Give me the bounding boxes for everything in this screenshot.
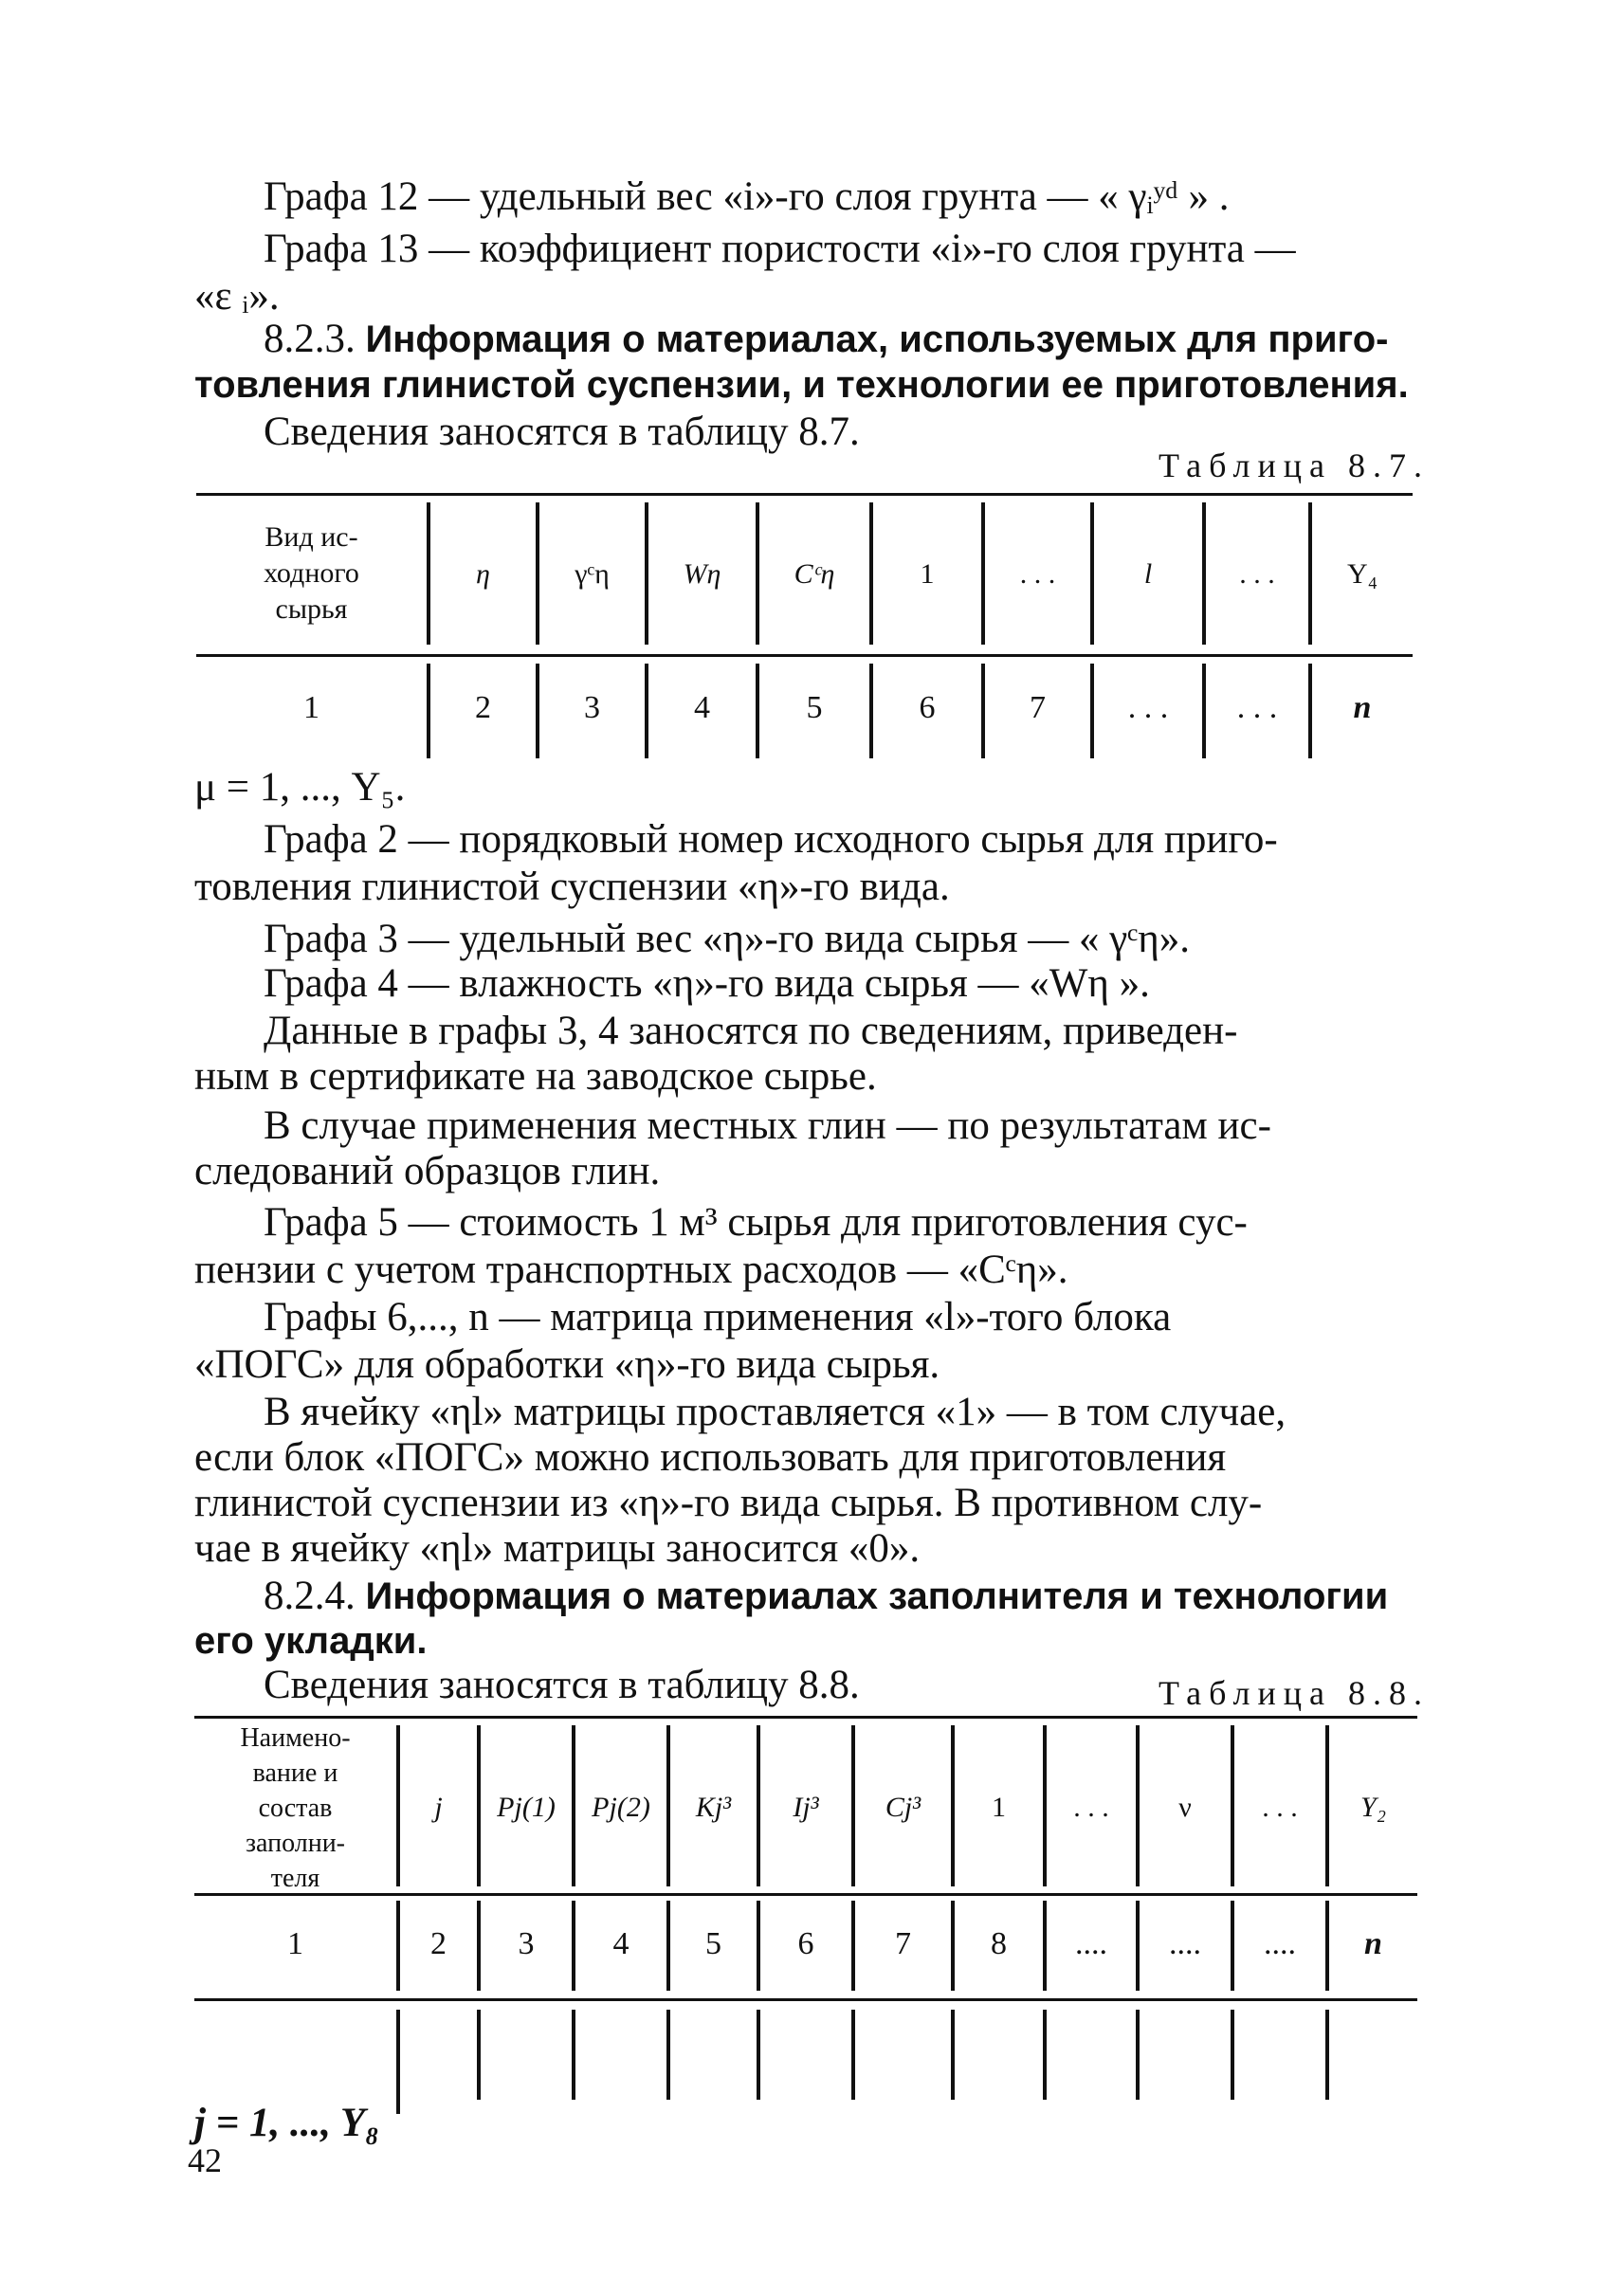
section-number: 8.2.4. bbox=[264, 1574, 356, 1618]
table-number-cell: 5 bbox=[806, 690, 823, 725]
section-8-2-4-intro: Сведения заносятся в таблицу 8.8. bbox=[264, 1663, 860, 1707]
table-header-cell: Наимено- вание и состав заполни- теля bbox=[240, 1723, 351, 1893]
table-header-cell: . . . bbox=[1073, 1792, 1109, 1823]
section-8-2-3-heading-cont: товления глинистой суспензии, и технологии ее приготовления. bbox=[194, 364, 1409, 406]
table-rule bbox=[194, 1716, 1417, 1719]
table-header-cell: Cj³ bbox=[885, 1792, 921, 1823]
paragraph-grafy-6-cont: «ПОГС» для обработки «η»-го вида сырья. bbox=[194, 1342, 940, 1387]
section-title: Информация о материалах, используемых для приго- bbox=[365, 319, 1389, 360]
paragraph-matrix-cont: чае в ячейку «ηl» матрицы заносится «0». bbox=[194, 1526, 921, 1571]
table-header-cell: . . . bbox=[1019, 558, 1056, 590]
table-8-8-caption: Таблица 8.8. bbox=[1159, 1674, 1430, 1712]
table-header-cell: Kj³ bbox=[695, 1792, 732, 1823]
table-number-cell: .... bbox=[1169, 1926, 1201, 1961]
column-divider bbox=[1136, 2010, 1140, 2100]
table-number-cell: 6 bbox=[797, 1926, 814, 1961]
column-divider bbox=[757, 2010, 760, 2100]
paragraph-grafa-5-cont: пензии с учетом транспортных расходов — «Cᶜη». bbox=[194, 1248, 1068, 1292]
j-range: j = 1, ..., Y₈ bbox=[194, 2101, 380, 2145]
mu-range: μ = 1, ..., Y₅. bbox=[194, 765, 406, 810]
table-header-cell: j bbox=[434, 1792, 443, 1823]
section-8-2-4-heading-cont: его укладки. bbox=[194, 1620, 428, 1662]
column-divider bbox=[477, 2010, 481, 2100]
table-header-cell: Ij³ bbox=[793, 1792, 819, 1823]
table-number-cell: 4 bbox=[694, 690, 710, 725]
table-number-cell: 7 bbox=[895, 1926, 911, 1961]
table-number-cell: .... bbox=[1264, 1926, 1296, 1961]
column-divider bbox=[396, 2010, 400, 2114]
table-8-7-caption: Таблица 8.7. bbox=[1159, 446, 1430, 484]
table-number-cell: 3 bbox=[518, 1926, 535, 1961]
table-header-cell: 1 bbox=[920, 558, 935, 590]
paragraph-matrix-cont: глинистой суспензии из «η»-го вида сырья. В противном слу- bbox=[194, 1481, 1263, 1525]
column-divider bbox=[1043, 2010, 1047, 2100]
column-divider bbox=[1231, 2010, 1234, 2100]
paragraph-matrix-cont: если блок «ПОГС» можно использовать для приготовления bbox=[194, 1435, 1227, 1480]
column-divider bbox=[951, 2010, 955, 2100]
table-number-cell: 5 bbox=[705, 1926, 721, 1961]
paragraph-grafa-2-cont: товления глинистой суспензии «η»-го вида. bbox=[194, 865, 950, 909]
column-divider bbox=[1325, 2010, 1329, 2100]
table-number-cell: 8 bbox=[991, 1926, 1007, 1961]
paragraph-grafa-13: Графа 13 — коэффициент пористости «i»-го слоя грунта — bbox=[264, 227, 1296, 271]
table-number-cell: 3 bbox=[584, 690, 600, 725]
table-header-cell: Cᶜη bbox=[794, 558, 835, 590]
paragraph-grafa-2: Графа 2 — порядковый номер исходного сырья для приго- bbox=[264, 817, 1278, 862]
table-number-cell: 4 bbox=[612, 1926, 630, 1961]
table-header-cell: η bbox=[476, 558, 490, 590]
paragraph-data-1-cont: ным в сертификате на заводское сырье. bbox=[194, 1054, 877, 1099]
table-rule bbox=[194, 1998, 1417, 2001]
paragraph-data-1: Данные в графы 3, 4 заносятся по сведениям, приведен- bbox=[264, 1009, 1238, 1053]
column-divider bbox=[572, 2010, 575, 2100]
table-number-cell: n bbox=[1364, 1926, 1382, 1961]
table-number-cell: 6 bbox=[919, 690, 936, 725]
paragraph-grafa-4: Графа 4 — влажность «η»-го вида сырья — «Wη ». bbox=[264, 961, 1150, 1006]
section-8-2-4-heading bbox=[264, 1570, 1388, 1623]
section-title: Информация о материалах заполнителя и технологии bbox=[365, 1576, 1389, 1617]
table-number-cell: 2 bbox=[430, 1926, 447, 1961]
paragraph-grafa-5: Графа 5 — стоимость 1 м³ сырья для приготовления сус- bbox=[264, 1200, 1248, 1245]
section-number: 8.2.3. bbox=[264, 317, 356, 361]
table-rule bbox=[196, 654, 1413, 657]
table-rule bbox=[196, 493, 1413, 496]
column-divider bbox=[666, 2010, 670, 2100]
paragraph-local-clay: В случае применения местных глин — по результатам ис- bbox=[264, 1103, 1271, 1148]
table-number-cell: . . . bbox=[1236, 690, 1278, 725]
table-header-cell: Wη bbox=[683, 558, 721, 590]
table-number-cell: 1 bbox=[287, 1926, 303, 1961]
table-number-cell: 1 bbox=[303, 690, 319, 725]
table-header-cell: Pj(1) bbox=[497, 1792, 556, 1823]
table-number-cell: 2 bbox=[475, 690, 491, 725]
paragraph-grafy-6: Графы 6,..., n — матрица применения «l»-того блока bbox=[264, 1295, 1172, 1339]
table-header-cell: . . . bbox=[1262, 1792, 1298, 1823]
table-header-cell: Pj(2) bbox=[592, 1792, 650, 1823]
page-number: 42 bbox=[188, 2141, 222, 2179]
table-header-cell: 1 bbox=[992, 1792, 1006, 1823]
paragraph-grafa-13-end: «ε ᵢ». bbox=[194, 274, 280, 319]
table-number-cell: .... bbox=[1075, 1926, 1107, 1961]
table-header-cell: ν bbox=[1178, 1792, 1192, 1823]
column-divider bbox=[851, 2010, 855, 2100]
table-number-cell: 7 bbox=[1030, 690, 1046, 725]
table-header-cell: γᶜη bbox=[575, 558, 610, 590]
paragraph-matrix: В ячейку «ηl» матрицы проставляется «1» — в том случае, bbox=[264, 1390, 1286, 1434]
table-header-cell: l bbox=[1143, 558, 1153, 590]
section-8-2-3-intro: Сведения заносятся в таблицу 8.7. bbox=[264, 410, 860, 454]
table-header-cell: Вид ис- ходного сырья bbox=[264, 521, 359, 625]
paragraph-grafa-12: Графа 12 — удельный вес «i»-го слоя грунта — « γᵢʸᵈ » . bbox=[264, 174, 1230, 219]
paragraph-local-clay-cont: следований образцов глин. bbox=[194, 1149, 661, 1193]
table-header-cell: . . . bbox=[1239, 558, 1275, 590]
table-header-cell: Y₂ bbox=[1359, 1792, 1387, 1823]
table-number-cell: n bbox=[1353, 690, 1372, 725]
table-header-cell: Y₄ bbox=[1346, 558, 1378, 590]
table-number-cell: . . . bbox=[1127, 690, 1169, 725]
paragraph-grafa-3: Графа 3 — удельный вес «η»-го вида сырья — « γᶜη». bbox=[264, 917, 1190, 961]
